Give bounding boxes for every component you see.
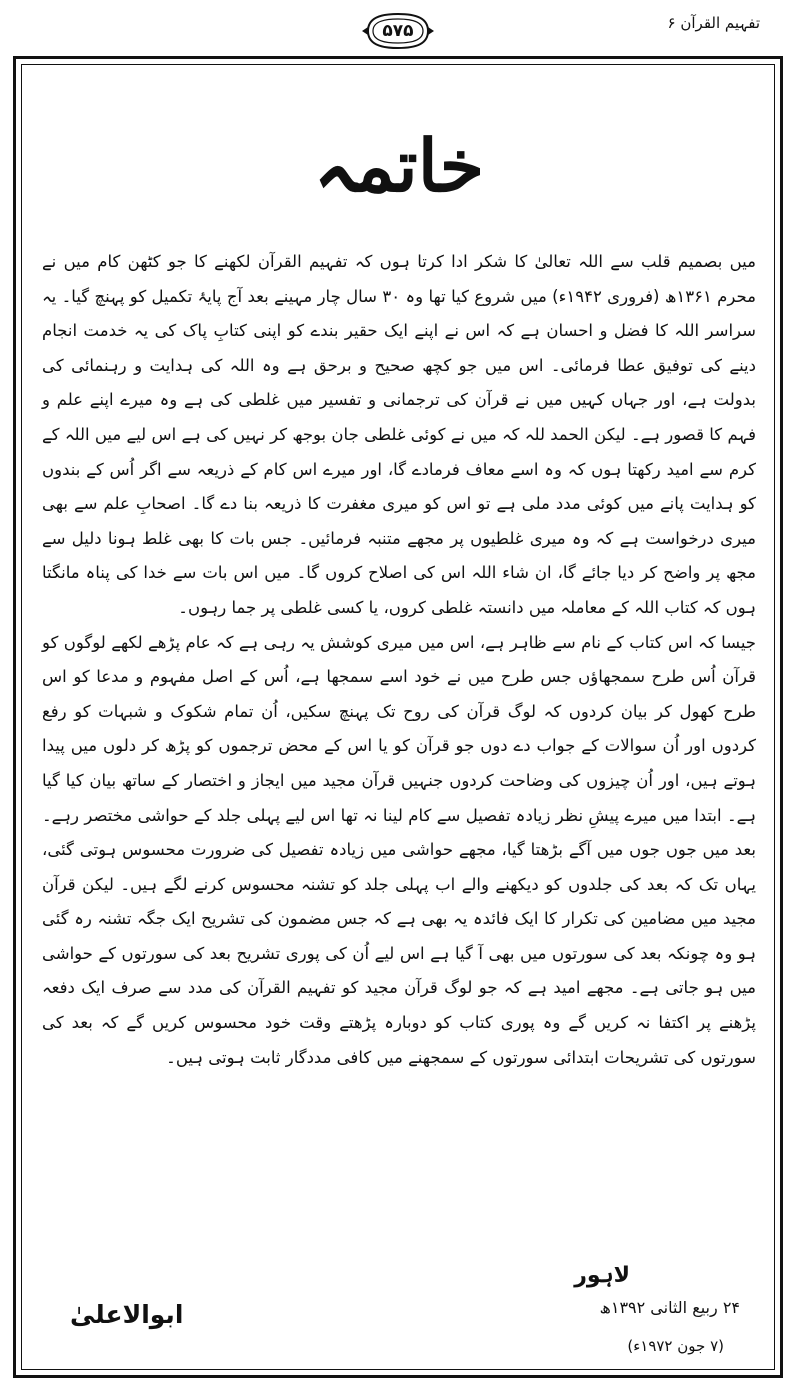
body-text <box>42 245 756 1075</box>
signature-date-gregorian: (۷ جون ۱۹۷۲ء) <box>627 1337 724 1355</box>
page-number: ۵۷۵ <box>382 21 414 41</box>
signature-block <box>574 1262 750 1360</box>
author-signature: ابوالاعلیٰ <box>70 1300 184 1329</box>
chapter-title: خاتمہ <box>313 123 485 208</box>
page-number-badge <box>360 10 436 52</box>
paragraph: جیسا کہ اس کتاب کے نام سے ظاہر ہے، اس میں میری کوشش یہ رہی ہے کہ عام پڑھے لکھے لوگوں کو قرآن اُس طرح سمجھاؤں جس طرح میں نے خود اسے سمجھا ہے، اُس کے اصل مفہوم و مدعا کو اس طرح کھول کر بیان کردوں کہ لوگ قرآن کی روح تک پہنچ سکیں، اُن تمام شکوک و شبہات کو رفع کردوں اور اُن سوالات کے جواب دے دوں جو قرآن کو یا اس کے محض ترجموں کو پڑھ کر دلوں میں پیدا ہوتے ہیں، اور اُن چیزوں کی وضاحت کردوں جنہیں قرآن مجید میں ایجاز و اختصار کے ساتھ بیان کیا گیا ہے۔ ابتدا میں میرے پیشِ نظر زیادہ تفصیل سے کام لینا نہ تھا اس لیے پہلی جلد کے حواشی مختصر رہے۔ بعد میں جوں جوں میں آگے بڑھتا گیا، مجھے حواشی میں زیادہ تفصیل کی ضرورت محسوس ہوتی گئی، یہاں تک کہ بعد کی جلدوں کو دیکھنے والے اب پہلی جلد کو تشنہ محسوس کرنے لگے ہیں۔ لیکن قرآن مجید میں مضامین کی تکرار کا ایک فائدہ یہ بھی ہے کہ جس مضمون کی تشریح ایک جگہ تشنہ رہ گئی ہو وہ چونکہ بعد کی سورتوں میں بھی آ گیا ہے اس لیے اُن کی پوری تشریح بعد کی سورتوں کے حواشی میں ہو جاتی ہے۔ مجھے امید ہے کہ جو لوگ قرآن مجید کو تفہیم القرآن کی مدد سے صرف ایک دفعہ پڑھنے پر اکتفا نہ کریں گے وہ پوری کتاب کو دوبارہ پڑھتے وقت خود محسوس کریں گے کہ بعد کی سورتوں کی تشریحات ابتدائی سورتوں کے سمجھنے میں کافی مددگار ثابت ہوتی ہیں۔ <box>42 632 756 1067</box>
running-head: تفہیم القرآن ۶ <box>667 14 760 32</box>
signature-date-hijri: ۲۴ ربیع الثانی ۱۳۹۲ھ <box>599 1298 740 1317</box>
paragraph: میں بصمیم قلب سے اللہ تعالیٰ کا شکر ادا کرتا ہوں کہ تفہیم القرآن لکھنے کا جو کٹھن کام میں نے محرم ۱۳۶۱ھ (فروری ۱۹۴۲ء) میں شروع کیا تھا وہ ۳۰ سال چار مہینے بعد آج پایۂ تکمیل کو پہنچ گیا۔ یہ سراسر اللہ کا فضل و احسان ہے کہ اس نے اپنے ایک حقیر بندے کو اپنی کتابِ پاک کی یہ خدمت انجام دینے کی توفیق عطا فرمائی۔ اس میں جو کچھ صحیح و برحق ہے وہ اللہ کی ہدایت و رہنمائی کی بدولت ہے، اور جہاں کہیں میں نے قرآن کی ترجمانی و تفسیر میں غلطی کی ہے وہ میرے اپنے علم و فہم کا قصور ہے۔ لیکن الحمد للہ کہ میں نے کوئی غلطی جان بوجھ کر نہیں کی ہے اس لیے میں اللہ کے کرم سے امید رکھتا ہوں کہ وہ اسے معاف فرمادے گا، اور میرے اس کام کے ذریعہ سے اگر اُس کے بندوں کو ہدایت پانے میں کوئی مدد ملی ہے تو اس کو میری مغفرت کا ذریعہ بنا دے گا۔ اصحابِ علم سے بھی میری درخواست ہے کہ وہ میری غلطیوں پر مجھے متنبہ فرمائیں۔ جس بات کا بھی غلط ہونا دلیل سے مجھ پر واضح کر دیا جائے گا، ان شاء اللہ اس کی اصلاح کروں گا۔ میں اس بات سے خدا کی پناہ مانگتا ہوں کہ کتاب اللہ کے معاملہ میں دانستہ غلطی کروں، یا کسی غلطی پر جما رہوں۔ <box>42 252 756 617</box>
signature-city: لاہور <box>574 1263 630 1288</box>
